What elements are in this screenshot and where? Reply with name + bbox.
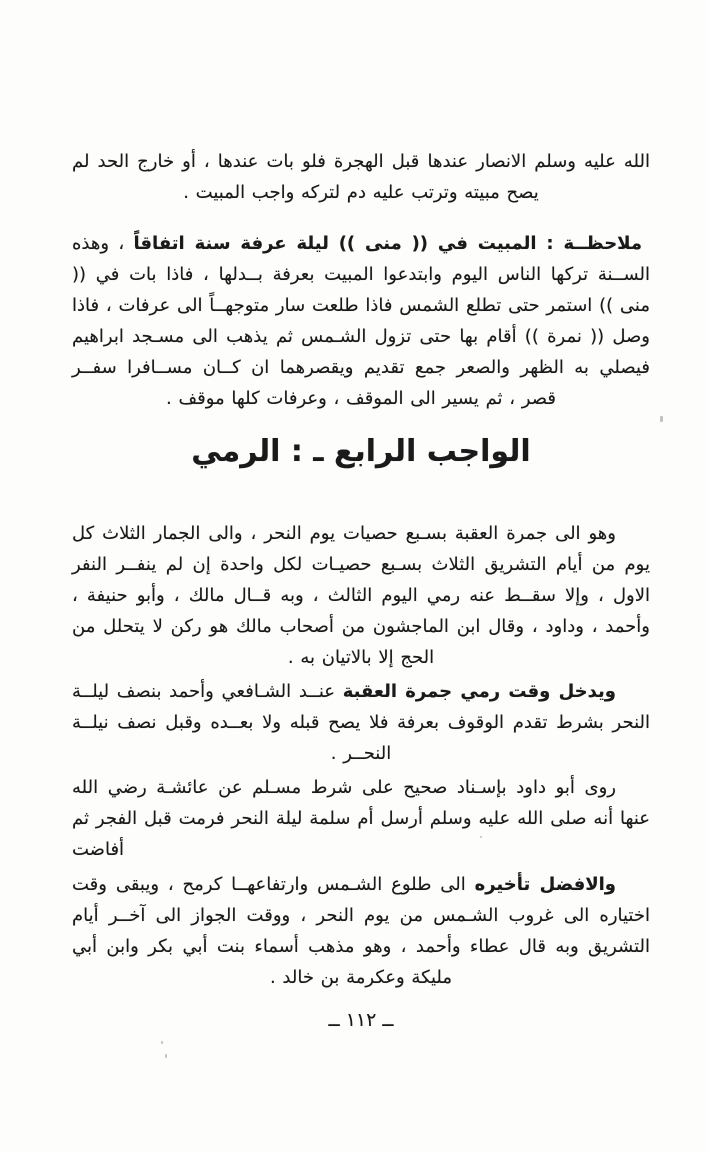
paragraph-rami-time <box>72 676 650 769</box>
scan-speck <box>161 1041 163 1044</box>
afdal-lead-bold: والافضل تأخيره <box>474 874 616 895</box>
scan-speck <box>480 836 482 838</box>
paragraph-afdal-takhir <box>72 869 650 993</box>
page-number: ــ ١١٢ ــ <box>328 1009 394 1031</box>
paragraph-note-mabit-mina <box>72 228 650 414</box>
page-text-column <box>72 0 650 1031</box>
paragraph-rami-definition: وهو الى جمرة العقبة بسـبع حصيات يوم النحر ، والى الجمار الثلاث كل يوم من أيام التشريق الثلاث بسـبع حصيـات لكل واحدة إن لم ينفــر النفر الاول ، وإلا سقــط عنه رمي اليوم الثالث ، وبه قــال مالك ، وأبو حنيفة ، وأحمد ، وداود ، وقال ابن الماجشون من أصحاب مالك هو ركن لا يتحلل من الحج إلا بالاتيان به . <box>72 523 650 668</box>
paragraph-continuation: الله عليه وسلم الانصار عندها قبل الهجرة فلو بات عندها ، أو خارج الحد لم يصح مبيته وترتب عليه دم لتركه واجب المبيت . <box>72 151 650 203</box>
scan-speck <box>660 416 663 422</box>
rami-time-lead-bold: ويدخل وقت رمي جمرة العقبة <box>342 681 616 702</box>
section-heading-wajib-rami: الواجب الرابع ـ : الرمي <box>191 434 531 469</box>
paragraph-hadith-umm-salama: روى أبو داود بإسـناد صحيح على شرط مسـلم عن عائشـة رضي الله عنها أنه صلى الله عليه وسلم أرسل أم سلمة ليلة النحر فرمت قبل الفجر ثم أفاضت <box>72 777 650 860</box>
rami-time-body-text: عنــد الشـافعي وأحمد بنصف ليلــة النحر بشرط تقدم الوقوف بعرفة فلا يصح قبله ولا بعــده وقبل نصف نيلــة النحــر . <box>72 681 650 764</box>
scan-speck <box>165 1054 167 1058</box>
afdal-body-text: الى طلوع الشـمس وارتفاعهــا كرمح ، ويبقى وقت اختياره الى غروب الشـمس من يوم النحر ، ووقت الجواز الى آخــر أيام التشريق وبه قال عطاء وأحمد ، وهو مذهب أسماء بنت أبي بكر وابن أبي مليكة وعكرمة بن خالد . <box>72 874 650 988</box>
note-body-text: ، وهذه الســنة تركها الناس اليوم وابتدعوا المبيت بعرفة بــدلها ، فاذا بات في (( منى )) استمر حتى تطلع الشمس فاذا طلعت سار متوجهــاً الى عرفات ، فاذا وصل (( نمرة )) أقام بها حتى تزول الشـمس ثم يذهب الى مسـجد ابراهيم فيصلي به الظهر والصعر جمع تقديم ويقصرهما ان كــان مســافرا سفــر قصر ، ثم يسير الى الموقف ، وعرفات كلها موقف . <box>72 233 650 409</box>
note-lead-bold: ملاحظــة : المبيت في (( منى )) ليلة عرفة سنة اتفاقاً <box>133 233 642 254</box>
